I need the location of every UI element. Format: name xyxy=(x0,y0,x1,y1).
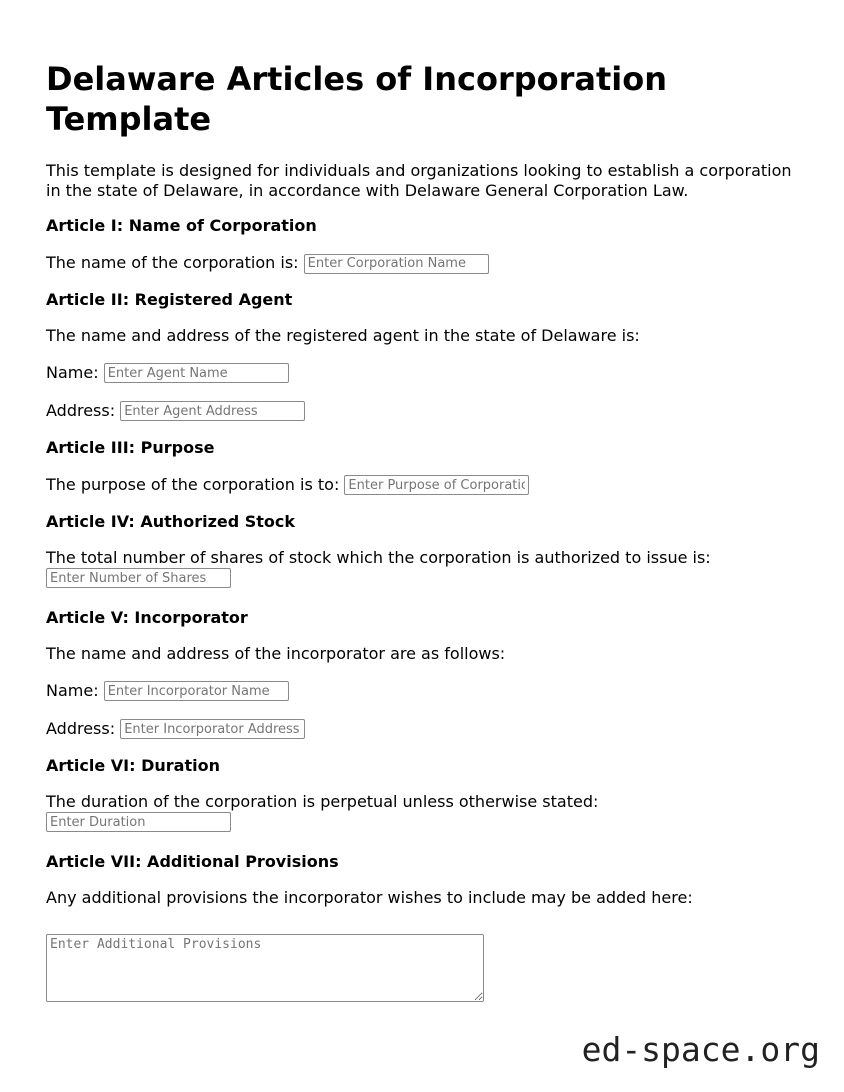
article-5-heading: Article V: Incorporator xyxy=(46,608,248,627)
article-2-heading: Article II: Registered Agent xyxy=(46,290,293,309)
incorporator-name-label: Name: xyxy=(46,680,99,700)
article-1-text: The name of the corporation is: xyxy=(46,253,299,272)
article-7-text: Any additional provisions the incorporator wishes to include may be added here: xyxy=(46,888,693,907)
agent-name-input[interactable] xyxy=(104,363,289,383)
watermark: ed-space.org xyxy=(581,1030,820,1069)
incorporator-address-row xyxy=(46,718,806,740)
article-4-heading: Article IV: Authorized Stock xyxy=(46,511,296,531)
agent-address-input[interactable] xyxy=(120,401,305,421)
article-6-text: The duration of the corporation is perpetual unless otherwise stated: xyxy=(46,791,599,811)
article-1-heading: Article I: Name of Corporation xyxy=(46,216,317,235)
incorporator-address-input[interactable] xyxy=(120,719,305,739)
agent-name-row xyxy=(46,362,806,384)
article-6-row xyxy=(46,792,806,833)
article-3-heading: Article III: Purpose xyxy=(46,437,215,457)
article-4-text: The total number of shares of stock which the corporation is authorized to issue is: xyxy=(46,547,711,567)
corporation-name-input[interactable] xyxy=(304,254,489,274)
agent-address-label: Address: xyxy=(46,400,116,420)
document xyxy=(46,0,806,1002)
article-4-row xyxy=(46,548,806,589)
purpose-input[interactable] xyxy=(344,475,529,495)
agent-address-row xyxy=(46,400,806,422)
article-3-text: The purpose of the corporation is to: xyxy=(46,474,340,494)
incorporator-name-input[interactable] xyxy=(104,681,289,701)
additional-provisions-textarea[interactable] xyxy=(46,934,484,1002)
article-5-text: The name and address of the incorporator are as follows: xyxy=(46,644,506,663)
page-title: Delaware Articles of Incorporation Template xyxy=(46,60,668,138)
incorporator-name-row xyxy=(46,680,806,702)
article-3-row xyxy=(46,474,806,496)
intro-text: This template is designed for individuals and organizations looking to establish a corporation in the state of Delaware, in accordance with Delaware General Corporation Law. xyxy=(46,161,792,200)
article-2-text: The name and address of the registered agent in the state of Delaware is: xyxy=(46,326,640,345)
incorporator-address-label: Address: xyxy=(46,718,116,738)
article-1-row xyxy=(46,252,806,274)
agent-name-label: Name: xyxy=(46,362,99,382)
article-7-heading: Article VII: Additional Provisions xyxy=(46,852,339,871)
article-6-heading: Article VI: Duration xyxy=(46,755,220,775)
shares-input[interactable] xyxy=(46,568,231,588)
duration-input[interactable] xyxy=(46,812,231,832)
